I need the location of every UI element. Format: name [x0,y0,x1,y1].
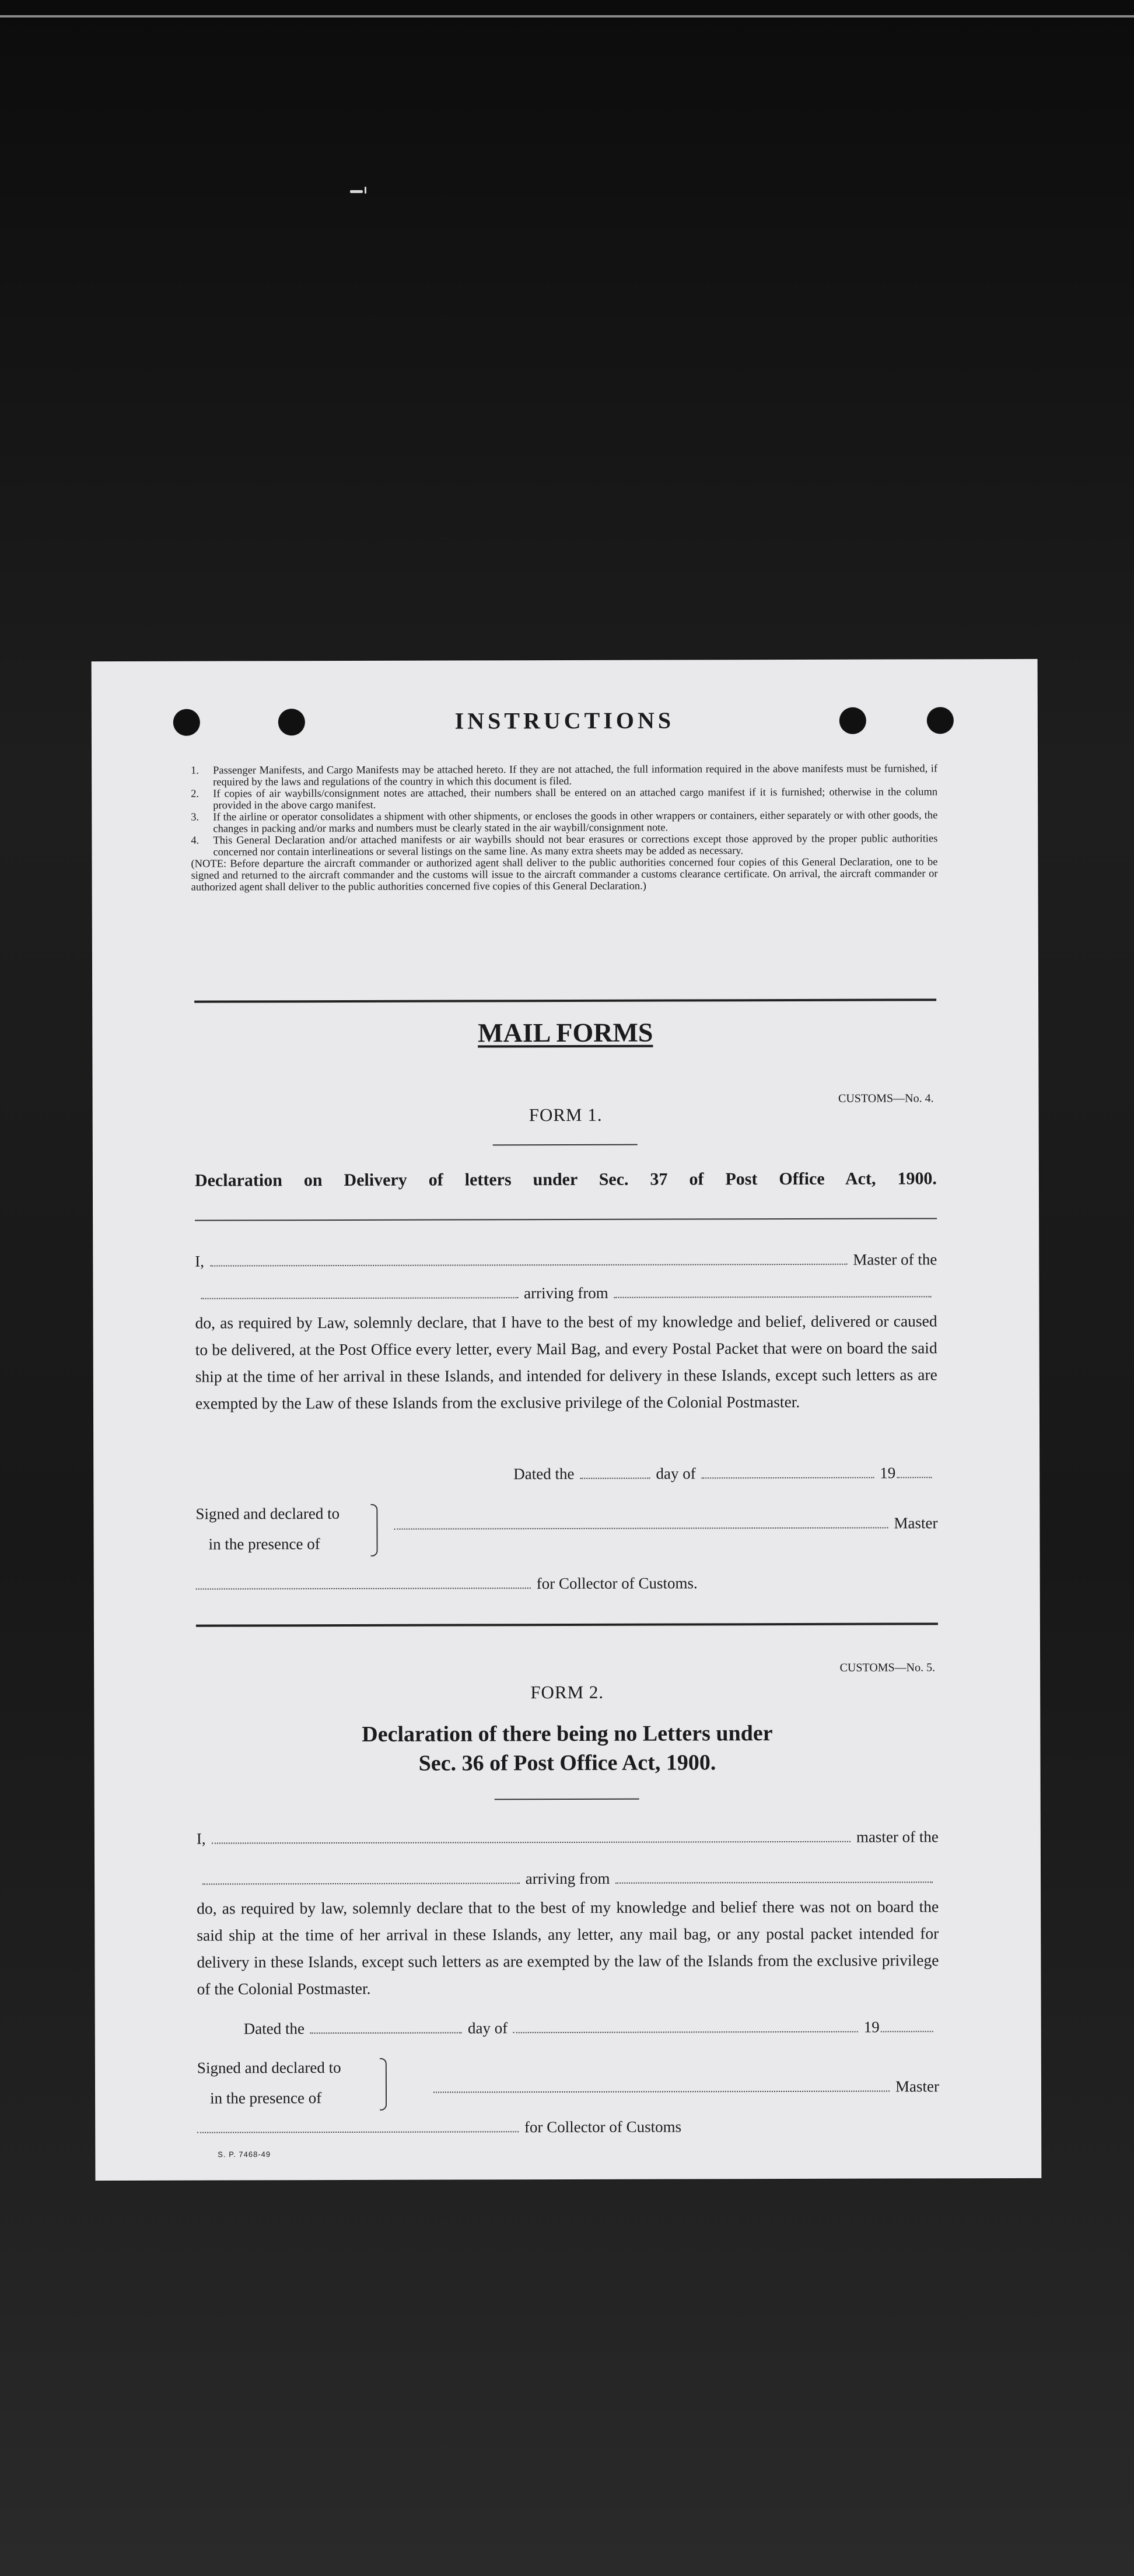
form2-customs-number: CUSTOMS—No. 5. [839,1661,936,1674]
print-code: S. P. 7468-49 [218,2150,271,2159]
form1-year-field[interactable] [897,1465,932,1478]
form1-title: FORM 1. [528,1104,603,1126]
form1-date-field[interactable] [580,1466,650,1479]
form1-body-text: do, as required by Law, solemnly declare, that I have to the best of my knowledge and belief, delivered or caused to be delivered, at the Post Office every letter, every Mail Bag, and every Postal Packet that were on board the said ship at the time of her arrival in these Islands, and intended for delivery in these Islands, except such letters as are exempted by the Law of these Islands from the exclusive privilege of the Colonial Postmaster. [195,1312,937,1413]
form1-ship-name-field[interactable] [201,1285,518,1299]
form1-master-name-field[interactable] [210,1252,847,1267]
form2-ship-name-field[interactable] [202,1871,520,1884]
instruction-item: 2. If copies of air waybills/consignment notes are attached, their numbers shall be entered on an attached cargo manifest if it is furnished; otherwise in the column provided in the above cargo manifest. [191,786,938,812]
form2-collector-field[interactable] [197,2119,519,2133]
form1-heading-rule [195,1218,937,1221]
film-speck [350,190,363,193]
instruction-item: 3. If the airline or operator consolidates a shipment with other shipments, or encloses the goods in other wrappers or containers, either separately or with other goods, the changes in packing and/or marks and numbers must be clearly stated in the air waybill/consignment note. [191,809,938,835]
form1-arriving-line: arriving from [195,1283,937,1303]
form2-arriving-from-field[interactable] [615,1870,933,1883]
form2-master-signature-field[interactable] [433,2079,890,2093]
form1-declaration-heading: Declaration on Delivery of letters under Sec. 37 of Post Office Act, 1900. [194,1169,937,1190]
document-page [92,659,1042,2181]
instructions-list [191,763,938,893]
form1-dated-line: Dated the day of 19 [513,1464,937,1483]
form2-brace [380,2058,387,2111]
form2-signed-label: Signed and declared to in the presence of [197,2059,341,2107]
form1-master-signature-line: Master [388,1514,937,1533]
film-edge-line [0,15,1134,17]
form1-arriving-from-field[interactable] [614,1284,932,1298]
form2-master-signature-line: Master [428,2077,939,2097]
section-divider [194,998,936,1003]
form1-collector-line: for Collector of Customs. [196,1574,698,1593]
form2-declaration-heading: Declaration of there being no Letters under Sec. 36 of Post Office Act, 1900. [362,1721,773,1776]
form2-master-line: I, master of the [196,1828,939,1848]
mail-forms-title: MAIL FORMS [478,1017,653,1048]
form1-master-line: I, Master of the [195,1250,937,1270]
form2-title: FORM 2. [530,1681,604,1703]
form1-title-rule [493,1144,638,1146]
form2-arriving-line: arriving from [197,1869,939,1888]
form2-heading-rule [495,1799,639,1800]
form2-collector-line: for Collector of Customs [197,2118,681,2137]
form2-master-name-field[interactable] [212,1830,850,1844]
instruction-item: 4. This General Declaration and/or attached manifests or air waybills should not bear erasures or corrections except those approved by the proper public authorities concerned nor contain interlineations or several listings on the same line. As many extra sheets may be added as necessary. [191,833,938,858]
form1-month-field[interactable] [702,1466,874,1479]
form2-year-field[interactable] [881,2019,933,2032]
form1-signed-label: Signed and declared to in the presence of [195,1505,340,1553]
form1-master-signature-field[interactable] [394,1516,888,1530]
instruction-note: (NOTE: Before departure the aircraft commander or authorized agent shall deliver to the public authorities concerned four copies of this General Declaration, one to be signed and returned to the aircraft commander and the customs will issue to the aircraft commander a customs clearance certificate. On arrival, the aircraft commander or authorized agent shall deliver to the public authorities concerned five copies of this General Declaration.) [191,856,938,893]
form1-collector-field[interactable] [196,1576,531,1590]
form2-date-field[interactable] [310,2020,462,2034]
forms-divider [196,1622,938,1627]
form1-customs-number: CUSTOMS—No. 4. [838,1092,934,1105]
form2-body-text: do, as required by law, solemnly declare that to the best of my knowledge and belief there was not on board the said ship at the time of her arrival in these Islands, any letter, any mail bag, or any postal packet intended for delivery in these Islands, except such letters as are exempted by the law of the Islands from the exclusive privilege of the Colonial Postmaster. [197,1897,939,1998]
form2-dated-line: Dated the day of 19 [244,2018,939,2038]
instructions-title: INSTRUCTIONS [454,707,675,734]
instruction-item: 1. Passenger Manifests, and Cargo Manifests may be attached hereto. If they are not attached, the full information required in the above manifests must be furnished, if required by the laws and regulations of the country in which this document is filed. [191,763,938,788]
film-speck [365,187,366,194]
form1-brace [370,1504,377,1557]
form2-month-field[interactable] [513,2020,858,2034]
